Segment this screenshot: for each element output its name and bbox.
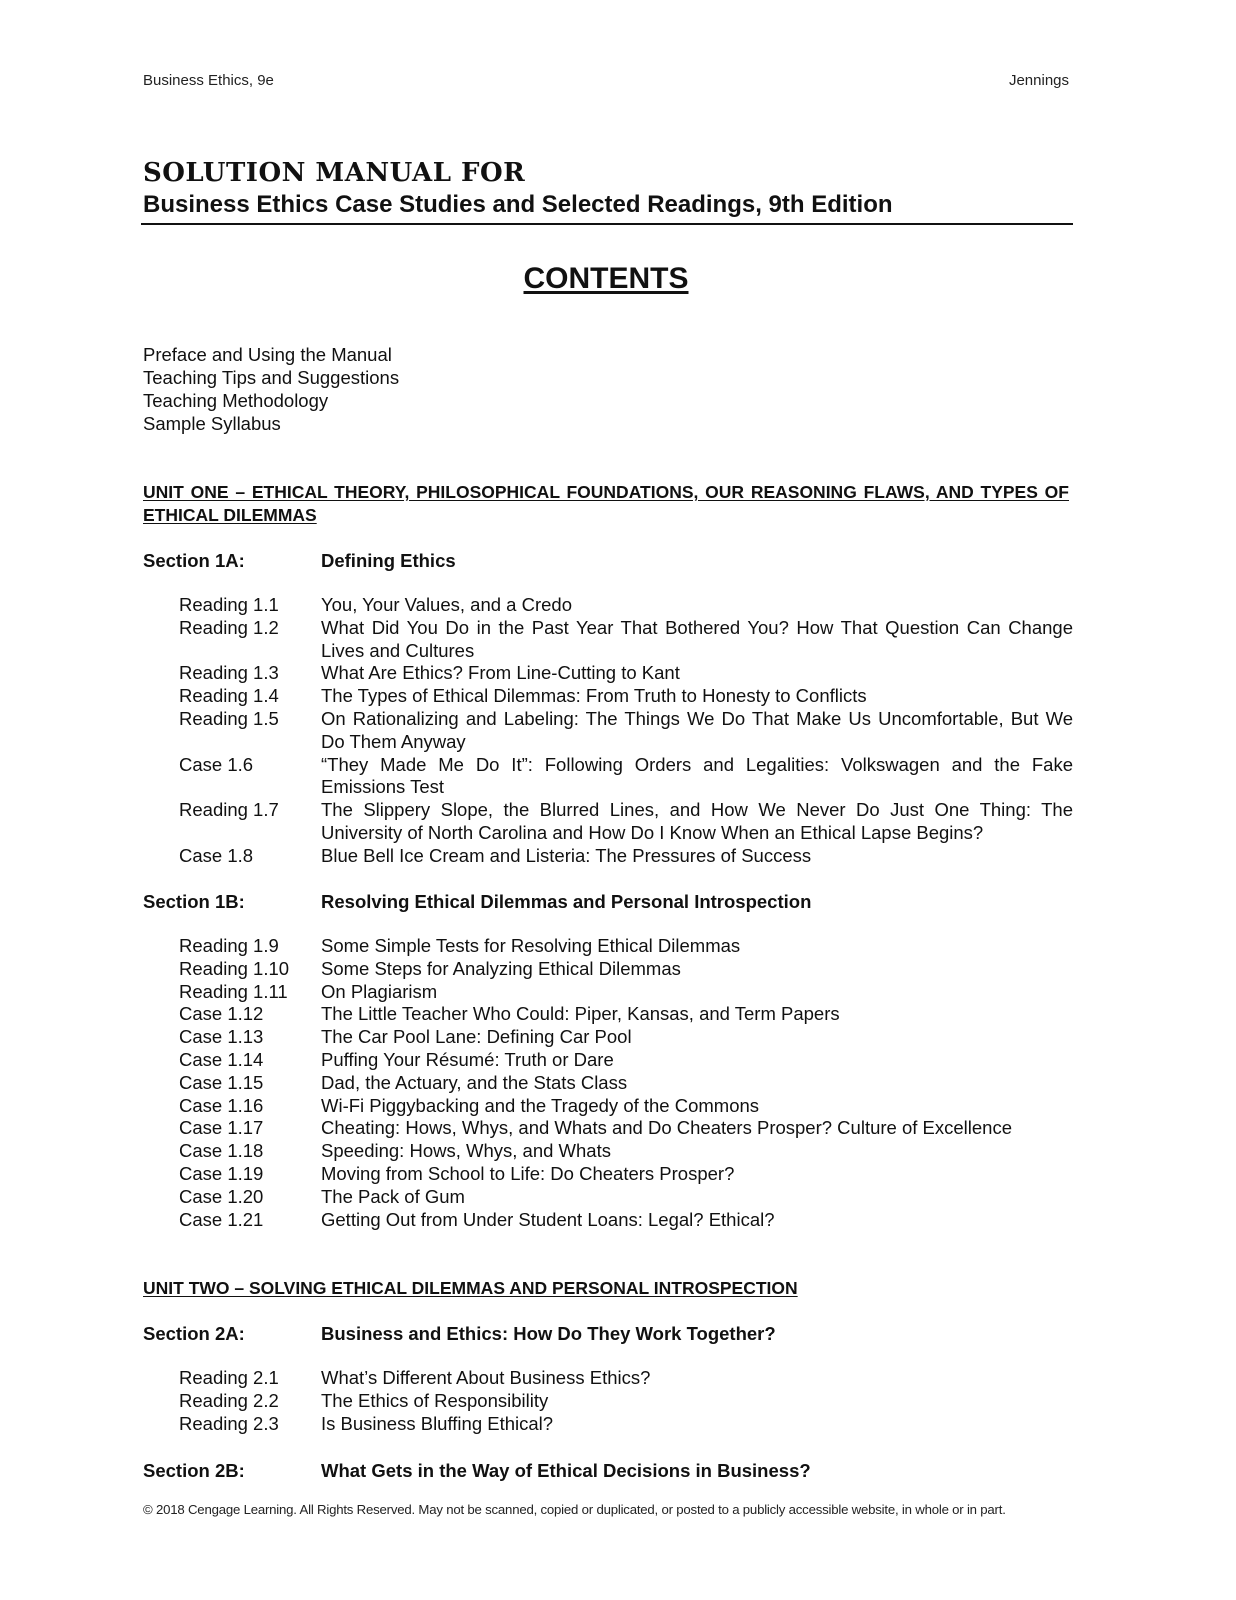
- entry-title: The Types of Ethical Dilemmas: From Truth to Honesty to Conflicts: [321, 685, 867, 707]
- toc-entry: [179, 1209, 1073, 1232]
- toc-entry: [179, 1117, 1073, 1140]
- toc-entry: [179, 1367, 1073, 1390]
- entry-label: Reading 1.1: [179, 594, 279, 615]
- toc-entry: [179, 1390, 1073, 1413]
- entry-title: Wi-Fi Piggybacking and the Tragedy of the Commons: [321, 1094, 760, 1116]
- section-label: Section 2B:: [143, 1460, 245, 1481]
- entry-label: Case 1.6: [179, 753, 254, 775]
- entry-label: Reading 1.2: [179, 616, 279, 638]
- section-label: Section 2A:: [143, 1323, 245, 1344]
- entry-title: Moving from School to Life: Do Cheaters Prosper?: [321, 1162, 735, 1184]
- entry-label: Case 1.14: [179, 1048, 264, 1070]
- front-matter-item: Preface and Using the Manual: [143, 344, 392, 365]
- entry-title: Is Business Bluffing Ethical?: [321, 1412, 554, 1434]
- section-title: What Gets in the Way of Ethical Decisions in Business?: [321, 1460, 811, 1481]
- entry-label: Case 1.15: [179, 1071, 264, 1093]
- toc-entry: [179, 1186, 1073, 1209]
- entry-title: Getting Out from Under Student Loans: Legal? Ethical?: [321, 1208, 775, 1230]
- toc-entry: [179, 1026, 1073, 1049]
- entry-label: Reading 1.4: [179, 685, 279, 707]
- toc-entry: [179, 617, 1073, 663]
- front-matter-item: Sample Syllabus: [143, 413, 281, 434]
- contents-heading: CONTENTS: [523, 262, 689, 295]
- toc-entry: [179, 799, 1073, 845]
- toc-entry: [179, 1163, 1073, 1186]
- section-title: Business and Ethics: How Do They Work Together?: [321, 1323, 776, 1344]
- entry-title: Cheating: Hows, Whys, and Whats and Do Cheaters Prosper? Culture of Excellence: [321, 1117, 1012, 1139]
- entry-title: You, Your Values, and a Credo: [321, 594, 572, 615]
- entry-label: Reading 1.10: [179, 957, 290, 979]
- entry-label: Case 1.20: [179, 1185, 264, 1207]
- toc-entry: [179, 935, 1073, 958]
- entry-label: Case 1.12: [179, 1003, 264, 1025]
- entry-title: Dad, the Actuary, and the Stats Class: [321, 1071, 628, 1093]
- front-matter-item: Teaching Methodology: [143, 390, 329, 411]
- toc-entry: [179, 1003, 1073, 1026]
- entry-title: The Pack of Gum: [321, 1185, 465, 1207]
- entry-label: Case 1.21: [179, 1208, 264, 1230]
- section-title: Resolving Ethical Dilemmas and Personal Introspection: [321, 891, 812, 912]
- solution-manual-title: SOLUTION MANUAL FOR: [143, 158, 526, 188]
- toc-entry: [179, 845, 1073, 868]
- toc-entry: [179, 685, 1073, 708]
- book-title: Business Ethics Case Studies and Selected Readings, 9th Edition: [143, 191, 893, 218]
- toc-entry: [179, 594, 1073, 617]
- section-title: Defining Ethics: [321, 550, 456, 571]
- toc-entry: [179, 754, 1073, 800]
- section-label: Section 1B:: [143, 891, 245, 912]
- entry-label: Case 1.13: [179, 1026, 264, 1048]
- entry-label: Reading 1.7: [179, 799, 279, 821]
- entry-label: Case 1.17: [179, 1117, 264, 1139]
- entry-title: On Plagiarism: [321, 980, 438, 1002]
- entry-title: Puffing Your Résumé: Truth or Dare: [321, 1048, 614, 1070]
- section-label: Section 1A:: [143, 550, 245, 571]
- entry-label: Reading 2.2: [179, 1389, 279, 1411]
- copyright-footer: © 2018 Cengage Learning. All Rights Reserved. May not be scanned, copied or duplicated, or posted to a publicly accessible website, in whole or in part.: [143, 1502, 1006, 1517]
- entry-title: The Ethics of Responsibility: [321, 1389, 549, 1411]
- section-1a-entries: [179, 594, 1073, 868]
- section-1b-entries: [179, 935, 1073, 1231]
- entry-title: “They Made Me Do It”: Following Orders and Legalities: Volkswagen and the Fake Emissions Test: [321, 753, 1073, 798]
- title-divider: [141, 223, 1073, 225]
- entry-label: Reading 1.9: [179, 935, 279, 956]
- toc-entry: [179, 1140, 1073, 1163]
- toc-entry: [179, 662, 1073, 685]
- unit-one-heading: UNIT ONE – ETHICAL THEORY, PHILOSOPHICAL FOUNDATIONS, OUR REASONING FLAWS, AND TYPES OF ETHICAL DILEMMAS: [143, 482, 1069, 525]
- entry-title: Some Steps for Analyzing Ethical Dilemmas: [321, 957, 681, 979]
- running-header-author: Jennings: [1008, 72, 1069, 89]
- entry-label: Reading 1.3: [179, 662, 279, 684]
- entry-title: Some Simple Tests for Resolving Ethical Dilemmas: [321, 935, 741, 956]
- entry-title: What’s Different About Business Ethics?: [321, 1367, 651, 1388]
- unit-two-heading: UNIT TWO – SOLVING ETHICAL DILEMMAS AND PERSONAL INTROSPECTION: [143, 1278, 798, 1298]
- entry-label: Case 1.19: [179, 1162, 264, 1184]
- entry-label: Reading 1.11: [179, 980, 288, 1002]
- toc-entry: [179, 981, 1073, 1004]
- entry-title: The Slippery Slope, the Blurred Lines, and How We Never Do Just One Thing: The University of North Carolina and How Do I Know When an Ethical Lapse Begins?: [321, 799, 1073, 843]
- toc-entry: [179, 1413, 1073, 1436]
- section-2a-entries: [179, 1367, 1073, 1435]
- entry-title: Blue Bell Ice Cream and Listeria: The Pressures of Success: [321, 844, 812, 866]
- entry-label: Reading 2.3: [179, 1412, 279, 1434]
- entry-label: Reading 1.5: [179, 707, 279, 729]
- toc-entry: [179, 708, 1073, 754]
- toc-entry: [179, 958, 1073, 981]
- entry-label: Case 1.8: [179, 844, 254, 866]
- toc-entry: [179, 1072, 1073, 1095]
- entry-label: Case 1.16: [179, 1094, 264, 1116]
- front-matter-list: [143, 343, 399, 435]
- entry-title: The Car Pool Lane: Defining Car Pool: [321, 1026, 632, 1048]
- entry-label: Reading 2.1: [179, 1367, 279, 1388]
- entry-title: On Rationalizing and Labeling: The Things We Do That Make Us Uncomfortable, But We Do Them Anyway: [321, 707, 1073, 752]
- entry-title: What Did You Do in the Past Year That Bothered You? How That Question Can Change Lives and Cultures: [321, 616, 1073, 661]
- entry-title: Speeding: Hows, Whys, and Whats: [321, 1140, 611, 1162]
- toc-entry: [179, 1095, 1073, 1118]
- entry-title: The Little Teacher Who Could: Piper, Kansas, and Term Papers: [321, 1003, 840, 1025]
- toc-entry: [179, 1049, 1073, 1072]
- running-header-title: Business Ethics, 9e: [143, 72, 274, 89]
- entry-label: Case 1.18: [179, 1140, 264, 1162]
- front-matter-item: Teaching Tips and Suggestions: [143, 367, 400, 388]
- entry-title: What Are Ethics? From Line-Cutting to Kant: [321, 662, 680, 684]
